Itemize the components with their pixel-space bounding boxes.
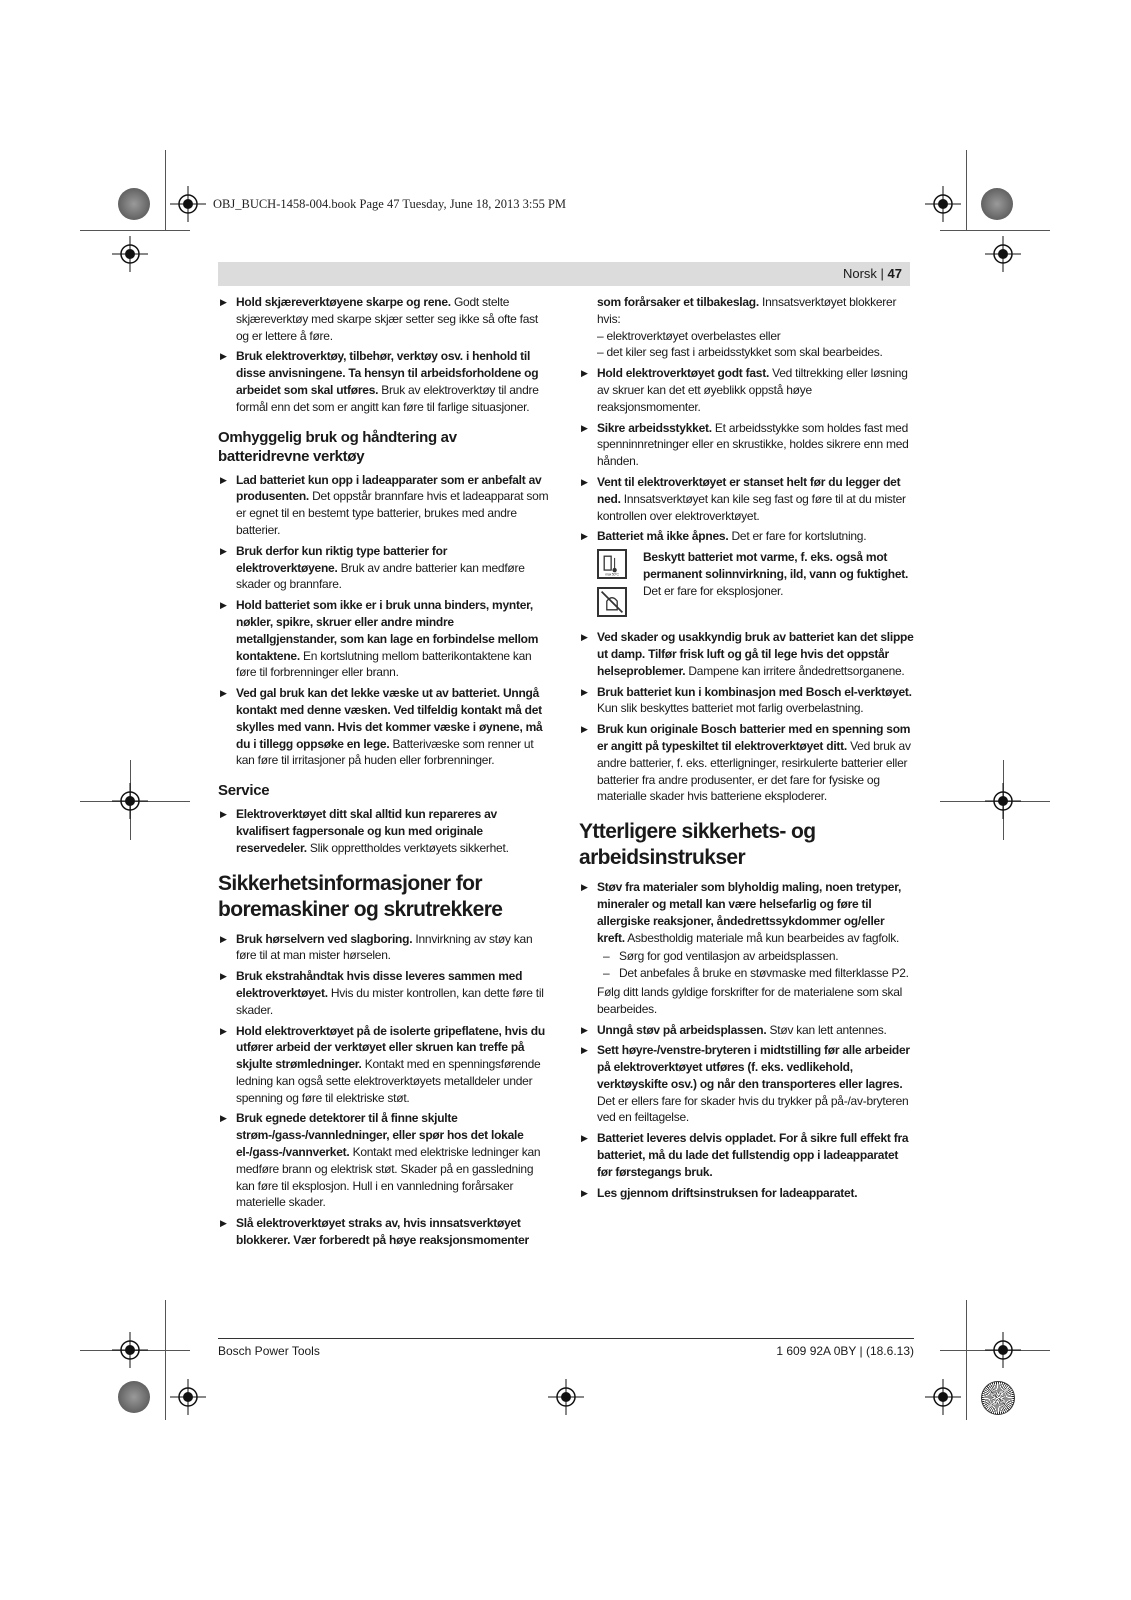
bullet-bold: Hold batteriet som ikke er i bruk unna binders, mynter, nøkler, spikre, skruer eller andre mindre metallgjenstander, som kan lage en forbindelse mellom kontaktene. [236, 598, 539, 663]
crosshair-target-icon [112, 783, 148, 819]
list-item [218, 543, 550, 593]
language-label: Norsk [842, 266, 877, 281]
bullet-bold: Ved skader og usakkyndig bruk av batteriet kan det slippe ut damp. Tilfør frisk luft og gå til lege hvis det oppstår helseproblemer. [597, 630, 914, 678]
list-item [579, 1042, 915, 1126]
bullet-text: Innsatsverktøyet kan kile seg fast og føre til at du mister kontrollen over elektroverktøyet. [597, 491, 906, 523]
page-number: 47 [887, 266, 902, 281]
bullet-bold: Hold elektroverktøyet godt fast. [597, 366, 770, 381]
bullet-bold: Ved gal bruk kan det lekke væske ut av batteriet. Unngå kontakt med denne væsken. Ved tilfeldig kontakt må det skylles med vann. Hvis det kommer væske i øynene, må du i tillegg oppsøke en lege. [236, 686, 543, 751]
bullet-bold: Bruk kun originale Bosch batterier med en spenning som er angitt på typeskiltet til elektroverktøyet ditt. [597, 722, 911, 753]
chapter-heading: Sikkerhetsinformasjoner for boremaskiner og skrutrekkere [218, 871, 503, 921]
bullet-bold: Hold elektroverktøyet på de isolerte gripeflatene, hvis du utfører arbeid der verktøyet eller skruen kan treffe på skjulte strømledninger. [236, 1023, 545, 1072]
bullet-text: Kontakt med en spenningsførende ledning kan også sette elektroverktøyets metalldeler under spenning og føre til elektriske støt. [236, 1057, 541, 1105]
bullet-text: Hvis du mister kontrollen, kan dette føre til skader. [236, 985, 544, 1017]
warning-icon-row [579, 549, 915, 625]
bullet-text: Slik opprettholdes verktøyets sikkerhet. [306, 840, 509, 855]
sub-list-item [579, 948, 915, 965]
crosshair-target-icon [112, 236, 148, 272]
crosshair-target-icon [985, 236, 1021, 272]
footer-doc-id: 1 609 92A 0BY | (18.6.13) [776, 1344, 914, 1358]
sub-text: Sørg for god ventilasjon av arbeidsplassen. [619, 949, 839, 964]
registration-disc-icon [118, 1381, 150, 1413]
list-item [579, 879, 915, 946]
bullet-text: Kontakt med elektriske ledninger kan medføre brann og elektrisk støt. Skader på en gassledning kan føre til eksplosjon. Hull i en vannledning forårsaker materielle skader. [236, 1145, 541, 1210]
bullet-bold: Bruk derfor kun riktig type batterier for elektroverktøyene. [236, 543, 448, 575]
crosshair-target-icon [925, 186, 961, 222]
bullet-bold: Bruk egnede detektorer til å finne skjulte strøm-/gass-/vannledninger, eller spør hos det lokale el-/gass-/vannverket. [236, 1111, 524, 1160]
left-column [218, 294, 550, 1253]
dash-marker: – [603, 966, 610, 981]
page-header-bar [218, 262, 910, 286]
bullet-text: Dampene kan irritere åndedrettsorganene. [685, 663, 905, 678]
bullet-text: Ved tiltrekking eller løsning av skruer kan det ett øyeblikk oppstå høye reaksjonsmomenter. [597, 366, 908, 414]
bullet-bold: Bruk elektroverktøy, tilbehør, verktøy osv. i henhold til disse anvisningene. Ta hensyn til arbeidsforholdene og arbeidet som skal utføres. [236, 349, 539, 397]
chapter-heading: Ytterligere sikkerhets- og arbeidsinstrukser [579, 820, 816, 870]
list-item [579, 420, 915, 470]
continued-item [579, 294, 915, 328]
bullet-bold: Elektroverktøyet ditt skal alltid kun repareres av kvalifisert fagpersonale og kun med originale reservedeler. [236, 807, 497, 855]
list-item [218, 931, 550, 965]
list-item [218, 348, 550, 415]
bullet-bold: Beskytt batteriet mot varme, f. eks. også mot permanent solinnvirkning, ild, vann og fuktighet. [643, 550, 909, 581]
bullet-text: Det oppstår brannfare hvis et ladeapparat som er egnet til en bestemt type batterier, brukes med andre batterier. [236, 489, 549, 537]
registration-disc-icon [118, 188, 150, 220]
icon-label: max 50°C [605, 572, 619, 577]
list-item [218, 968, 550, 1018]
dash-item: – det kiler seg fast i arbeidsstykket som skal bearbeides. [597, 345, 883, 360]
bullet-text: Godt stelte skjæreverktøy med skarpe skjær setter seg ikke så ofte fast og er lettere å føre. [236, 295, 539, 343]
list-item [218, 597, 550, 681]
bullet-bold: Vent til elektroverktøyet er stanset helt før du legger det ned. [597, 474, 901, 506]
list-item [579, 721, 915, 805]
bullet-bold: Bruk hørselvern ved slagboring. [236, 931, 413, 946]
list-item [579, 1185, 915, 1202]
note-text: Følg ditt lands gyldige forskrifter for de materialene som skal bearbeides. [597, 984, 903, 1016]
list-item [218, 294, 550, 344]
crosshair-target-icon [985, 1332, 1021, 1368]
dash-item: – elektroverktøyet overbelastes eller [597, 328, 781, 343]
bullet-text: Batterivæske som renner ut kan føre til irritasjoner på huden eller forbrenninger. [236, 736, 534, 768]
list-item [579, 528, 915, 545]
bullet-text: Det er fare for eksplosjoner. [643, 583, 784, 598]
bullet-bold: Slå elektroverktøyet straks av, hvis innsatsverktøyet blokkerer. Vær forberedt på høye reaksjonsmomenter [236, 1216, 529, 1248]
bullet-bold: Unngå støv på arbeidsplassen. [597, 1022, 767, 1037]
no-water-icon [597, 587, 627, 617]
print-slug: OBJ_BUCH-1458-004.book Page 47 Tuesday, June 18, 2013 3:55 PM [213, 197, 567, 211]
crosshair-target-icon [985, 783, 1021, 819]
dash-marker: – [603, 949, 610, 964]
list-item [579, 365, 915, 415]
bullet-text: Det er ellers fare for skader hvis du trykker på på-/av-bryteren ved en feiltagelse. [597, 1093, 909, 1125]
bullet-bold: Hold skjæreverktøyene skarpe og rene. [236, 295, 451, 309]
bullet-bold: som forårsaker et tilbakeslag. [597, 295, 759, 309]
bullet-text: Kun slik beskyttes batteriet mot farlig overbelastning. [597, 701, 864, 716]
list-item [579, 684, 915, 718]
crosshair-target-icon [548, 1379, 584, 1415]
crosshair-target-icon [170, 1379, 206, 1415]
bullet-bold: Sett høyre-/venstre-bryteren i midtstilling før alle arbeider på elektroverktøyet utføres (f. eks. vedlikehold, verktøyskifte osv.) og når den transporteres eller lagres. [597, 1043, 910, 1091]
list-item [218, 472, 550, 539]
section-heading: Service [218, 782, 270, 800]
footer-rule [218, 1338, 914, 1339]
bullet-text: Asbestholdig materiale må kun bearbeides av fagfolk. [624, 930, 900, 945]
list-item [218, 806, 550, 856]
bullet-bold: Lad batteriet kun opp i ladeapparater som er anbefalt av produsenten. [236, 472, 542, 504]
bullet-text: Ved bruk av andre batterier, f. eks. etterligninger, resirkulerte batterier eller batterier fra andre produsenter, er det fare for fysiske og materialle skader hvis batteriene eksploderer. [597, 738, 911, 804]
list-item [579, 1022, 915, 1039]
right-column [579, 294, 915, 1205]
bullet-bold: Batteriet leveres delvis oppladet. For å sikre full effekt fra batteriet, må du lade det fullstendig opp i ladeapparatet før førstegangs bruk. [597, 1131, 909, 1179]
bullet-text: Støv kan lett antennes. [766, 1022, 887, 1037]
section-heading: Omhyggelig bruk og håndtering av batteridrevne verktøy [218, 428, 457, 465]
bullet-text: Et arbeidsstykke som holdes fast med spenninnretninger eller en skrustikke, holdes sikrere enn med hånden. [597, 420, 909, 469]
list-item [218, 1110, 550, 1211]
bullet-text: Innvirkning av støy kan føre til at man mister hørselen. [236, 931, 533, 963]
footer-brand: Bosch Power Tools [218, 1344, 320, 1358]
crosshair-target-icon [112, 1332, 148, 1368]
registration-disc-icon [981, 188, 1013, 220]
bullet-text: Det er fare for kortslutning. [728, 529, 867, 544]
sub-list-item [579, 965, 915, 982]
bullet-text: Innsatsverktøyet blokkerer hvis: [597, 295, 897, 326]
sub-text: Det anbefales å bruke en støvmaske med filterklasse P2. [619, 966, 909, 981]
bullet-bold: Bruk batteriet kun i kombinasjon med Bosch el-verktøyet. [597, 684, 912, 699]
list-item [579, 1130, 915, 1180]
crosshair-target-icon [925, 1379, 961, 1415]
page-header-label: Norsk | 47 [842, 266, 902, 281]
bullet-bold: Støv fra materialer som blyholdig maling, noen tretyper, mineraler og metall kan være helsefarlig og føre til allergiske reaksjoner, åndedrettssykdommer og/eller kreft. [597, 880, 902, 945]
bullet-bold: Les gjennom driftsinstruksen for ladeapparatet. [597, 1185, 858, 1200]
starburst-target-icon [981, 1381, 1015, 1415]
bullet-text: En kortslutning mellom batterikontaktene kan føre til forbrenninger eller brann. [236, 648, 532, 680]
bullet-text: Bruk av elektroverktøy til andre formål enn det som er angitt kan føre til farlige situasjoner. [236, 382, 539, 414]
list-item [218, 1215, 550, 1249]
list-item [218, 1023, 550, 1107]
list-item [218, 685, 550, 769]
bullet-bold: Batteriet må ikke åpnes. [597, 529, 729, 544]
bullet-text: Bruk av andre batterier kan medføre skader og brannfare. [236, 560, 525, 592]
crosshair-target-icon [170, 186, 206, 222]
bullet-bold: Bruk ekstrahåndtak hvis disse leveres sammen med elektroverktøyet. [236, 969, 523, 1000]
list-item [579, 629, 915, 679]
max-temperature-icon [597, 549, 627, 579]
bullet-bold: Sikre arbeidsstykket. [597, 420, 712, 435]
list-item [579, 474, 915, 524]
